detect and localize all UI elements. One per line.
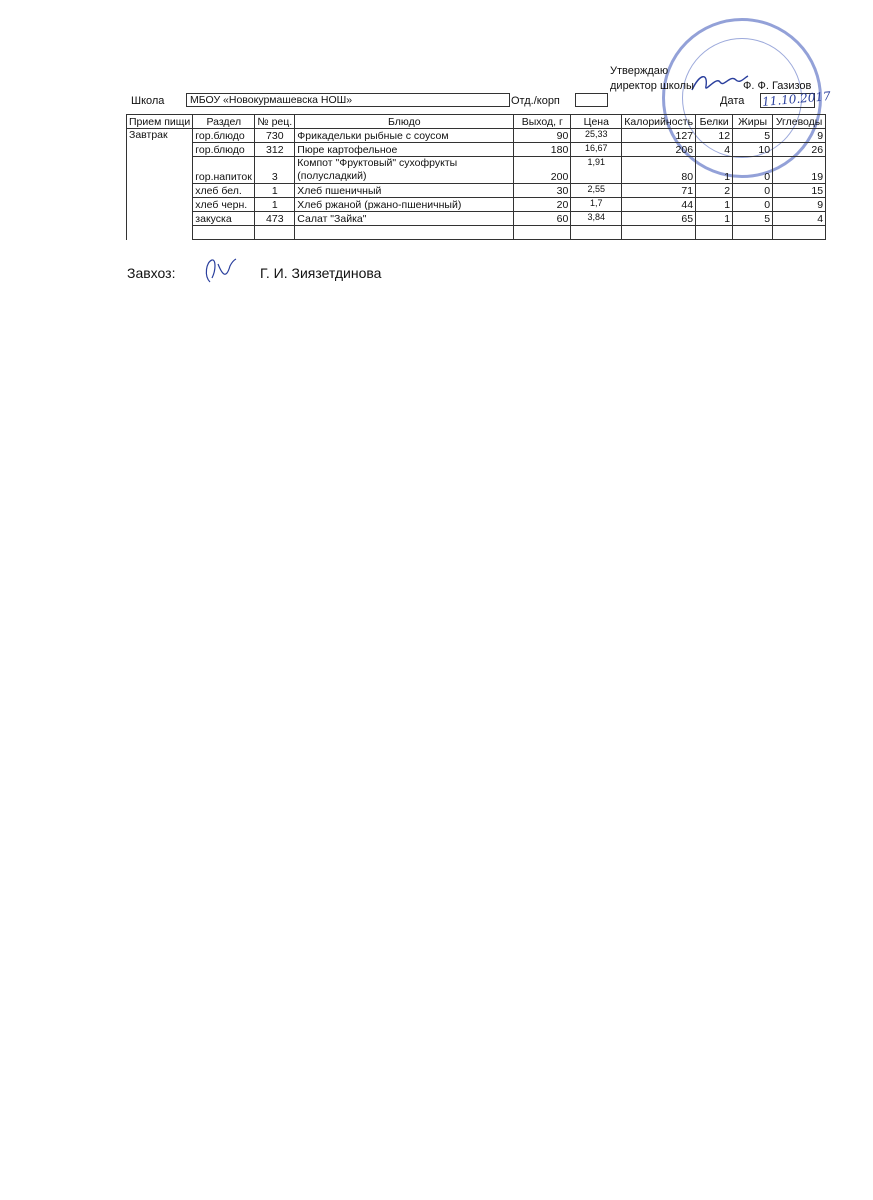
dept-field	[575, 93, 608, 107]
header-price: Цена	[571, 115, 622, 129]
recipe-cell: 1	[255, 184, 295, 198]
protein-cell: 1	[696, 198, 733, 212]
section-cell: гор.блюдо	[193, 129, 255, 143]
yield-cell: 90	[514, 129, 571, 143]
empty-cell	[255, 226, 295, 240]
empty-cell	[773, 226, 826, 240]
protein-cell: 4	[696, 143, 733, 157]
meal-cell: Завтрак	[127, 129, 193, 240]
header-section: Раздел	[193, 115, 255, 129]
header-recipe: № рец.	[255, 115, 295, 129]
table-row	[127, 198, 826, 212]
dish-cell: Хлеб пшеничный	[295, 184, 514, 198]
school-label: Школа	[131, 95, 165, 107]
yield-cell: 60	[514, 212, 571, 226]
carbs-cell: 9	[773, 129, 826, 143]
empty-cell	[696, 226, 733, 240]
dept-label: Отд./корп	[511, 95, 560, 107]
header-fat: Жиры	[733, 115, 773, 129]
empty-cell	[295, 226, 514, 240]
price-cell: 16,67	[571, 143, 622, 157]
fat-cell: 10	[733, 143, 773, 157]
empty-cell	[733, 226, 773, 240]
carbs-cell: 15	[773, 184, 826, 198]
price-cell: 1,91	[571, 157, 622, 184]
calories-cell: 65	[622, 212, 696, 226]
empty-cell	[622, 226, 696, 240]
recipe-cell: 1	[255, 198, 295, 212]
table-header-row	[127, 115, 826, 129]
empty-cell	[514, 226, 571, 240]
protein-cell: 12	[696, 129, 733, 143]
price-cell: 1,7	[571, 198, 622, 212]
calories-cell: 44	[622, 198, 696, 212]
approval-name: Ф. Ф. Газизов	[743, 80, 812, 92]
table-row	[127, 184, 826, 198]
fat-cell: 0	[733, 198, 773, 212]
header-yield: Выход, г	[514, 115, 571, 129]
yield-cell: 200	[514, 157, 571, 184]
yield-cell: 20	[514, 198, 571, 212]
header-calories: Калорийность	[622, 115, 696, 129]
section-cell: гор.блюдо	[193, 143, 255, 157]
empty-cell	[193, 226, 255, 240]
dish-cell: Хлеб ржаной (ржано-пшеничный)	[295, 198, 514, 212]
carbs-cell: 4	[773, 212, 826, 226]
calories-cell: 127	[622, 129, 696, 143]
carbs-cell: 26	[773, 143, 826, 157]
price-cell: 25,33	[571, 129, 622, 143]
calories-cell: 80	[622, 157, 696, 184]
fat-cell: 0	[733, 157, 773, 184]
recipe-cell: 730	[255, 129, 295, 143]
approval-role: директор школы	[610, 80, 694, 92]
dish-cell: Компот "Фруктовый" сухофрукты (полусладкий)	[295, 157, 514, 184]
price-cell: 3,84	[571, 212, 622, 226]
header-dish: Блюдо	[295, 115, 514, 129]
section-cell: гор.напиток	[193, 157, 255, 184]
calories-cell: 206	[622, 143, 696, 157]
school-field: МБОУ «Новокурмашевска НОШ»	[186, 93, 510, 107]
recipe-cell: 3	[255, 157, 295, 184]
dish-cell: Пюре картофельное	[295, 143, 514, 157]
table-row	[127, 157, 826, 184]
menu-table	[126, 114, 826, 240]
date-value: 11.10.2017	[761, 89, 832, 109]
fat-cell: 5	[733, 212, 773, 226]
storekeeper-label: Завхоз:	[127, 265, 176, 281]
fat-cell: 5	[733, 129, 773, 143]
carbs-cell: 19	[773, 157, 826, 184]
date-label: Дата	[720, 95, 745, 107]
yield-cell: 30	[514, 184, 571, 198]
table-row-empty	[127, 226, 826, 240]
section-cell: закуска	[193, 212, 255, 226]
recipe-cell: 473	[255, 212, 295, 226]
section-cell: хлеб черн.	[193, 198, 255, 212]
director-signature	[690, 68, 750, 98]
table-row	[127, 129, 826, 143]
calories-cell: 71	[622, 184, 696, 198]
header-protein: Белки	[696, 115, 733, 129]
recipe-cell: 312	[255, 143, 295, 157]
dish-cell: Салат "Зайка"	[295, 212, 514, 226]
header-meal: Прием пищи	[127, 115, 193, 129]
table-row	[127, 143, 826, 157]
fat-cell: 0	[733, 184, 773, 198]
header-carbs: Углеводы	[773, 115, 826, 129]
protein-cell: 1	[696, 212, 733, 226]
section-cell: хлеб бел.	[193, 184, 255, 198]
protein-cell: 1	[696, 157, 733, 184]
storekeeper-name: Г. И. Зиязетдинова	[260, 265, 382, 281]
table-row	[127, 212, 826, 226]
dish-cell: Фрикадельки рыбные с соусом	[295, 129, 514, 143]
price-cell: 2,55	[571, 184, 622, 198]
storekeeper-signature	[200, 256, 240, 286]
empty-cell	[571, 226, 622, 240]
protein-cell: 2	[696, 184, 733, 198]
approval-title: Утверждаю	[610, 65, 669, 77]
yield-cell: 180	[514, 143, 571, 157]
carbs-cell: 9	[773, 198, 826, 212]
